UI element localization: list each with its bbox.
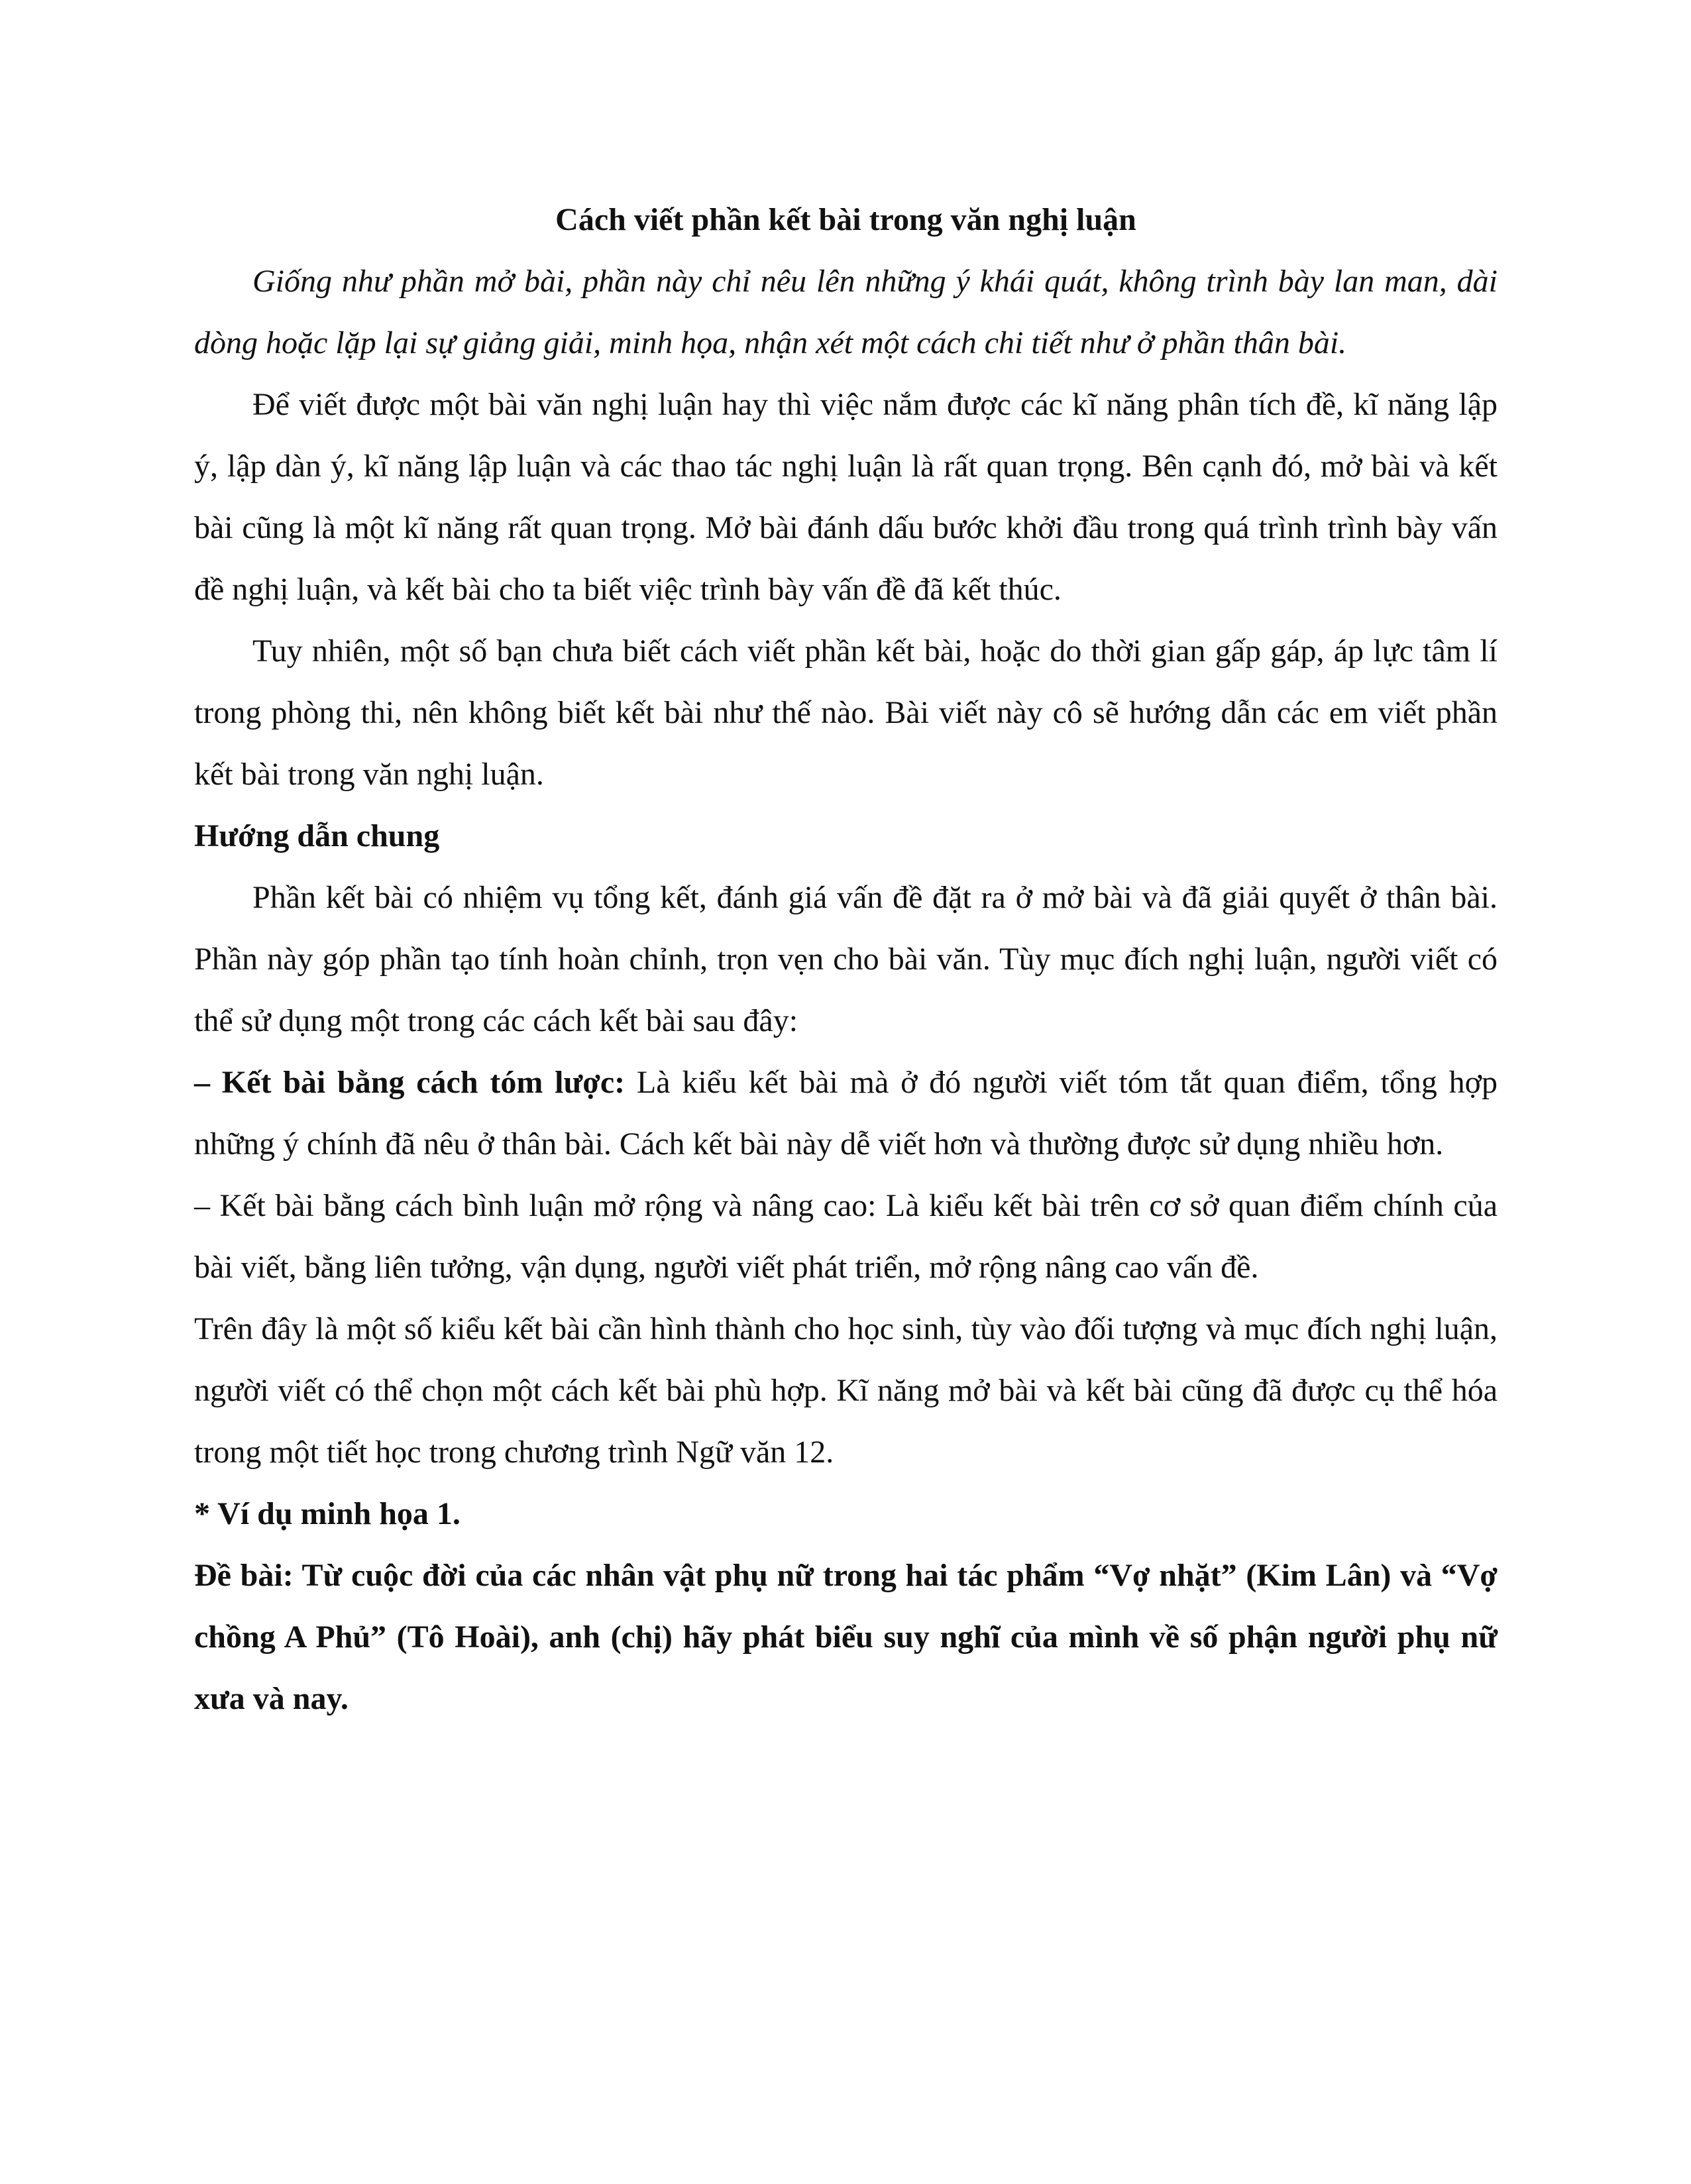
- document-body: [194, 189, 1498, 1729]
- section-heading-general: Hướng dẫn chung: [194, 818, 440, 853]
- list-item-commentary: – Kết bài bằng cách bình luận mở rộng và nâng cao: Là kiểu kết bài trên cơ sở quan điểm chính của bài viết, bằng liên tưởng, vận dụng, người viết phát triển, mở rộng nâng cao vấn đề.: [194, 1188, 1498, 1285]
- paragraph-4: Trên đây là một số kiểu kết bài cần hình thành cho học sinh, tùy vào đối tượng và mục đích nghị luận, người viết có thể chọn một cách kết bài phù hợp. Kĩ năng mở bài và kết bài cũng đã được cụ thể hóa trong một tiết học trong chương trình Ngữ văn 12.: [194, 1311, 1498, 1470]
- assignment-prompt: Đề bài: Từ cuộc đời của các nhân vật phụ nữ trong hai tác phẩm “Vợ nhặt” (Kim Lân) và “Vợ chồng A Phủ” (Tô Hoài), anh (chị) hãy phát biểu suy nghĩ của mình về số phận người phụ nữ xưa và nay.: [194, 1558, 1498, 1716]
- list-item-summary-label: – Kết bài bằng cách tóm lược:: [194, 1065, 626, 1100]
- list-item-summary: [194, 1052, 1498, 1175]
- paragraph-1: Để viết được một bài văn nghị luận hay thì việc nắm được các kĩ năng phân tích đề, kĩ năng lập ý, lập dàn ý, kĩ năng lập luận và các thao tác nghị luận là rất quan trọng. Bên cạnh đó, mở bài và kết bài cũng là một kĩ năng rất quan trọng. Mở bài đánh dấu bước khởi đầu trong quá trình trình bày vấn đề nghị luận, và kết bài cho ta biết việc trình bày vấn đề đã kết thúc.: [194, 387, 1498, 607]
- list-item-summary-text: Là kiểu kết bài mà ở đó người viết tóm tắt quan điểm, tổng hợp những ý chính đã nêu ở thân bài. Cách kết bài này dễ viết hơn và thường được sử dụng nhiều hơn.: [194, 1065, 1498, 1162]
- paragraph-2: Tuy nhiên, một số bạn chưa biết cách viết phần kết bài, hoặc do thời gian gấp gáp, áp lực tâm lí trong phòng thi, nên không biết kết bài như thế nào. Bài viết này cô sẽ hướng dẫn các em viết phần kết bài trong văn nghị luận.: [194, 633, 1498, 792]
- example-heading: * Ví dụ minh họa 1.: [194, 1496, 461, 1531]
- intro-paragraph: Giống như phần mở bài, phần này chỉ nêu lên những ý khái quát, không trình bày lan man, dài dòng hoặc lặp lại sự giảng giải, minh họa, nhận xét một cách chi tiết như ở phần thân bài.: [194, 264, 1498, 360]
- paragraph-3: Phần kết bài có nhiệm vụ tổng kết, đánh giá vấn đề đặt ra ở mở bài và đã giải quyết ở thân bài. Phần này góp phần tạo tính hoàn chỉnh, trọn vẹn cho bài văn. Tùy mục đích nghị luận, người viết có thể sử dụng một trong các cách kết bài sau đây:: [194, 880, 1498, 1038]
- document-title: Cách viết phần kết bài trong văn nghị luận: [555, 202, 1136, 237]
